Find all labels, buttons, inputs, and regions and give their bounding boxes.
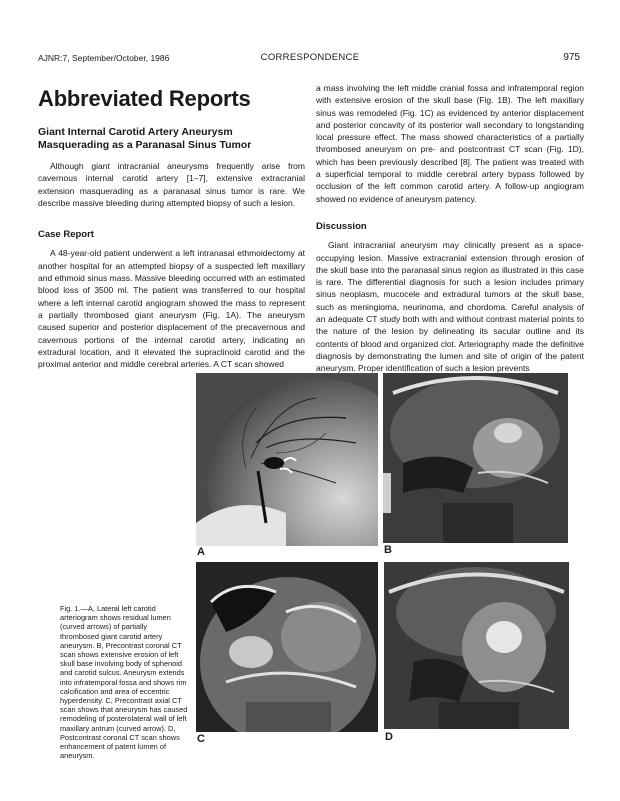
case-report-continued: a mass involving the left middle cranial fossa and infratemporal region with extensive erosion of the skull base (Fig. 1B). The left maxillary sinus was remodeled (Fig. 1C) as evidenced by anterior displacement and posterior concavity of its posterior wall secondary to longstanding local pressure effect. The mass showed characteristics of a partially thrombosed aneurysm on pre- and postcontrast CT scan (Fig. 1D), which has been previously described [8]. The patient was treated with a superficial temporal to middle cerebral artery bypass followed by occlusion of the left common carotid artery. A follow-up angiogram showed no evidence of aneurysm patency.: [316, 83, 584, 204]
figure-panel-c-axial-ct: [196, 562, 378, 732]
left-column: [38, 82, 305, 370]
figure-panel-a-angiogram: [196, 373, 378, 546]
figure-caption: Fig. 1.—A, Lateral left carotid arteriogram shows residual lumen (curved arrows) of partially thrombosed giant carotid artery aneurysm. B, Precontrast coronal CT scan shows extensive erosion of left skull base involving body of sphenoid and carotid sulcus. Aneurysm extends into infratemporal fossa and shows rim calcification and area of eccentric hyperdensity. C, Precontrast axial CT scan shows that aneurysm has caused remodeling of posterolateral wall of left maxillary antrum (curved arrow). D, Postcontrast coronal CT scan shows enhancement of patent lumen of aneurysm.: [60, 604, 188, 761]
case-report-heading: Case Report: [38, 229, 94, 241]
panel-label-a: A: [197, 546, 205, 558]
article-title: Giant Internal Carotid Artery Aneurysm Masquerading as a Paranasal Sinus Tumor: [38, 126, 252, 151]
discussion-heading: Discussion: [316, 220, 367, 232]
right-column: [316, 82, 584, 375]
section-title: CORRESPONDENCE: [260, 52, 360, 63]
case-report-paragraph: A 48-year-old patient underwent a left intranasal ethmoidectomy at another hospital for an attempted biopsy of a suspected left maxillary and ethmoid sinus mass. Massive bleeding occurred with an estimated blood loss of 3500 ml. The patient was transferred to our hospital where a left internal carotid angiogram showed the mass to represent a partially thrombosed giant aneurysm (Fig. 1A). The aneurysm caused superior and posterior displacement of the precavernous and cavernous portions of the internal carotid artery, indicating an extradural location, and it elevated the supraclinoid carotid and the proximal anterior and middle cerebral arteries. A CT scan showed: [38, 248, 305, 370]
panel-label-b: B: [384, 544, 392, 556]
intro-paragraph: Although giant intracranial aneurysms frequently arise from cavernous internal carotid artery [1–7], extensive extracranial extension masquerading as a paranasal sinus tumor is rare. We describe massive bleeding during attempted biopsy of such a lesion.: [38, 161, 305, 208]
discussion-paragraph: Giant intracranial aneurysm may clinically present as a space-occupying lesion. Massive extracranial extension through erosion of the skull base into the paranasal sinus region as illustrated in this case is rare. The differential diagnosis for such a lesion includes primary sinus neoplasm, mucocele and extradural tumors at the skull base, such as meningioma, neurinoma, and chordoma. Careful analysis of an adequate CT study both with and without contrast material points to the nature of the lesion by delineating its sacular outline and its contents of blood and organized clot. Arteriography made the definitive diagnosis by demonstrating the lumen and site of origin of the patent aneurysm. Proper identification of such a lesion prevents: [316, 240, 584, 374]
page-number: 975: [563, 52, 580, 63]
figure-panel-b-coronal-ct: [383, 373, 568, 543]
panel-label-d: D: [385, 731, 393, 743]
journal-citation: AJNR:7, September/October, 1986: [38, 53, 170, 63]
panel-label-c: C: [197, 733, 205, 745]
section-heading: Abbreviated Reports: [38, 86, 251, 111]
figure-panel-d-coronal-ct-contrast: [384, 562, 569, 729]
